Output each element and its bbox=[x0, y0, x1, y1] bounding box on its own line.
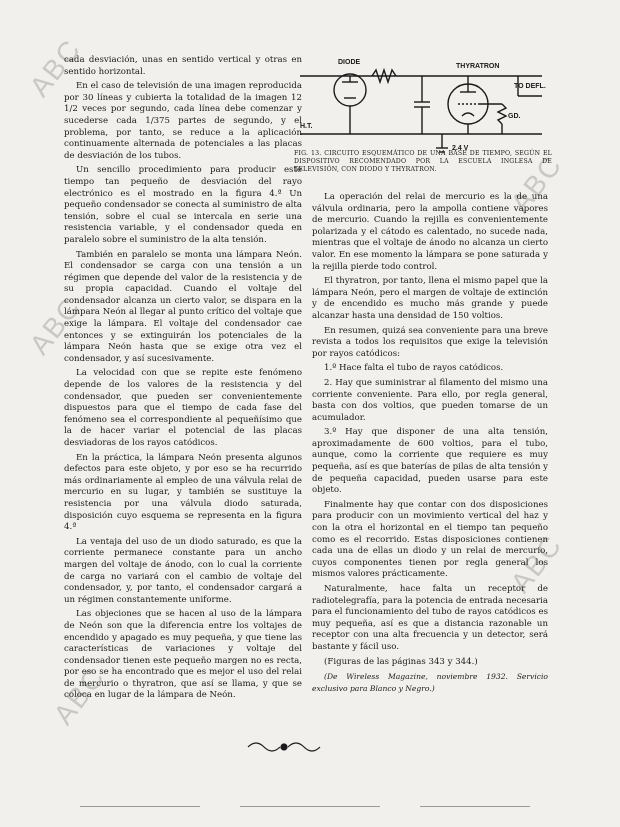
watermark-mid-left: ABC bbox=[23, 291, 88, 361]
figure-caption: FIG. 13. CIRCUITO ESQUEMÁTICO DE UNA BASE DE TIEMPO, SEGÚN EL DISPOSITIVO RECOMENDADO POR LA ESCUELA INGLESA DE TELEVISIÓN, CON DIODO Y THYRATRON. bbox=[294, 150, 552, 173]
watermark-top-right: ABC bbox=[504, 149, 569, 219]
list-item: 1.º Hace falta el tubo de rayos catódicos. bbox=[324, 363, 504, 374]
figure-reference: (Figuras de las páginas 343 y 344.) bbox=[324, 656, 478, 667]
paragraph: La velocidad con que se repite este fenómeno depende de los valores de la resistencia y del condensador, que pueden ser convenientemente dispuestos para que el tiempo de cada fase del fenómeno sea el correspondiente al pequeñísimo que la de hacer variar el potencial de las placas desviadoras de los rayos catódicos. bbox=[64, 368, 302, 448]
list-item: 3.º Hay que disponer de una alta tensión, aproximadamente de 600 voltios, para el tubo, aunque, como la corriente que requiere es muy pequeña, así es que baterías de pilas de alta tensión y de pequeña capacidad, pueden usarse para este objeto. bbox=[312, 427, 548, 496]
watermark-mid-right: ABC bbox=[504, 529, 569, 599]
paragraph: Las objeciones que se hacen al uso de la lámpara de Neón son que la diferencia entre los voltajes de encendido y apagado es muy pequeña, y que tiene las características de variaciones y voltaje del condensador tienen este pequeño margen no es recta, por eso se ha encontrado que es mejor el uso del relai de mercurio o thyratron, que así se llama, y que se coloca en lugar de la lámpara de Neón. bbox=[64, 609, 302, 701]
voltage-label: 2.4 V bbox=[452, 145, 469, 152]
to-deflector-label: TO DEFL. bbox=[514, 83, 546, 90]
right-column bbox=[312, 192, 548, 697]
paragraph: Finalmente hay que contar con dos disposiciones para producir con un movimiento vertical del haz y con la otra el horizontal en el tiempo tan pequeño como es el recorrido. Estas disposiciones contienen cada una de ellas un diodo y un relai de mercurio, cuyos componentes tienen por regla general los mismos valores prácticamente. bbox=[312, 499, 548, 580]
watermark-bottom-left: ABC bbox=[47, 661, 112, 731]
footer-rule bbox=[240, 806, 380, 807]
ht-label: H.T. bbox=[300, 123, 313, 130]
diode-label: DIODE bbox=[338, 59, 361, 66]
source-credit: (De Wireless Magazine, noviembre 1932. Servicio exclusivo para Blanco y Negro.) bbox=[312, 672, 548, 693]
paragraph: El thyratron, por tanto, llena el mismo papel que la lámpara Neón, pero el margen de voltaje de extinción y de encendido es mucho más grande y puede alcanzar hasta una densidad de 150 voltios. bbox=[312, 276, 548, 321]
watermark-top-left: ABC bbox=[23, 33, 88, 103]
paragraph: La ventaja del uso de un diodo saturado, es que la corriente permanece constante para un ancho margen del voltaje de ánodo, con lo cual la corriente de carga no variará con el cambio de voltaje del condensador, y, por tanto, el condensador cargará a un régimen constantemente uniforme. bbox=[64, 536, 302, 605]
paragraph: Un sencillo procedimiento para producir este tiempo tan pequeño de desviación del rayo electrónico es el mostrado en la figura 4.ª Un pequeño condensador se conecta al suministro de alta tensión, sobre el cual se intercala en serie una resistencia variable, y el condensador queda en paralelo sobre el suministro de la alta tensión. bbox=[64, 165, 302, 245]
footer-rule bbox=[80, 806, 200, 807]
paragraph: También en paralelo se monta una lámpara Neón. El condensador se carga con una tensión a un régimen que depende del valor de la resistencia y de su propia capacidad. Cuando el voltaje del condensador alcanza un cierto valor, se dispara en la lámpara Neón al llegar al punto crítico del voltaje que exige la lámpara. El voltaje del condensador cae entonces y se extinguirán los potenciales de la lámpara Neón hasta que se exige otra vez el condensador, y así sucesivamente. bbox=[64, 249, 302, 364]
paragraph: En resumen, quizá sea conveniente para una breve revista a todos los requisitos que exige la televisión por rayos catódicos: bbox=[312, 325, 548, 359]
ornament-divider bbox=[244, 737, 324, 757]
paragraph: Naturalmente, hace falta un receptor de radiotelegrafía, para la potencia de entrada necesaria para el funcionamiento del tubo de rayos catódicos es muy pequeña, así es que a distancia razonable un receptor con una alta frecuencia y un detector, será bastante y fácil uso. bbox=[312, 584, 548, 652]
thyratron-label: THYRATRON bbox=[456, 63, 500, 70]
left-column bbox=[64, 55, 302, 705]
paragraph: La operación del relai de mercurio es la de una válvula ordinaria, pero la ampolla contiene vapores de mercurio. Cuando la rejilla es convenientemente polarizada y el cátodo es calentado, no sucede nada, mientras que el voltaje de ánodo no alcanza un cierto valor. En ese momento la lámpara se pone saturada y la rejilla pierde todo control. bbox=[312, 192, 548, 272]
grid-label: GD. bbox=[508, 113, 521, 120]
paragraph: cada desviación, unas en sentido vertical y otras en sentido horizontal. bbox=[64, 55, 302, 77]
footer-rule bbox=[420, 806, 530, 807]
paragraph: En el caso de televisión de una imagen reproducida por 30 líneas y cubierta la totalidad de la imagen 12 1/2 veces por segundo, cada línea debe comenzar y sucederse cada 1/375 partes de segundo, y el problema, por tanto, se reduce a la aplicación continuamente alternada de potenciales a las placas de desviación de los tubos. bbox=[64, 81, 302, 161]
paragraph: En la práctica, la lámpara Neón presenta algunos defectos para este objeto, y por eso se ha recurrido más ordinariamente al empleo de una válvula relai de mercurio en su lugar, y también se sustituye la resistencia por una válvula diodo saturada, disposición cuyo esquema se representa en la figura 4.ª bbox=[64, 452, 302, 533]
list-item: 2. Hay que suministrar al filamento del mismo una corriente conveniente. Para ello, por regla general, basta con dos voltios, que pueden tomarse de un acumulador. bbox=[312, 377, 548, 423]
